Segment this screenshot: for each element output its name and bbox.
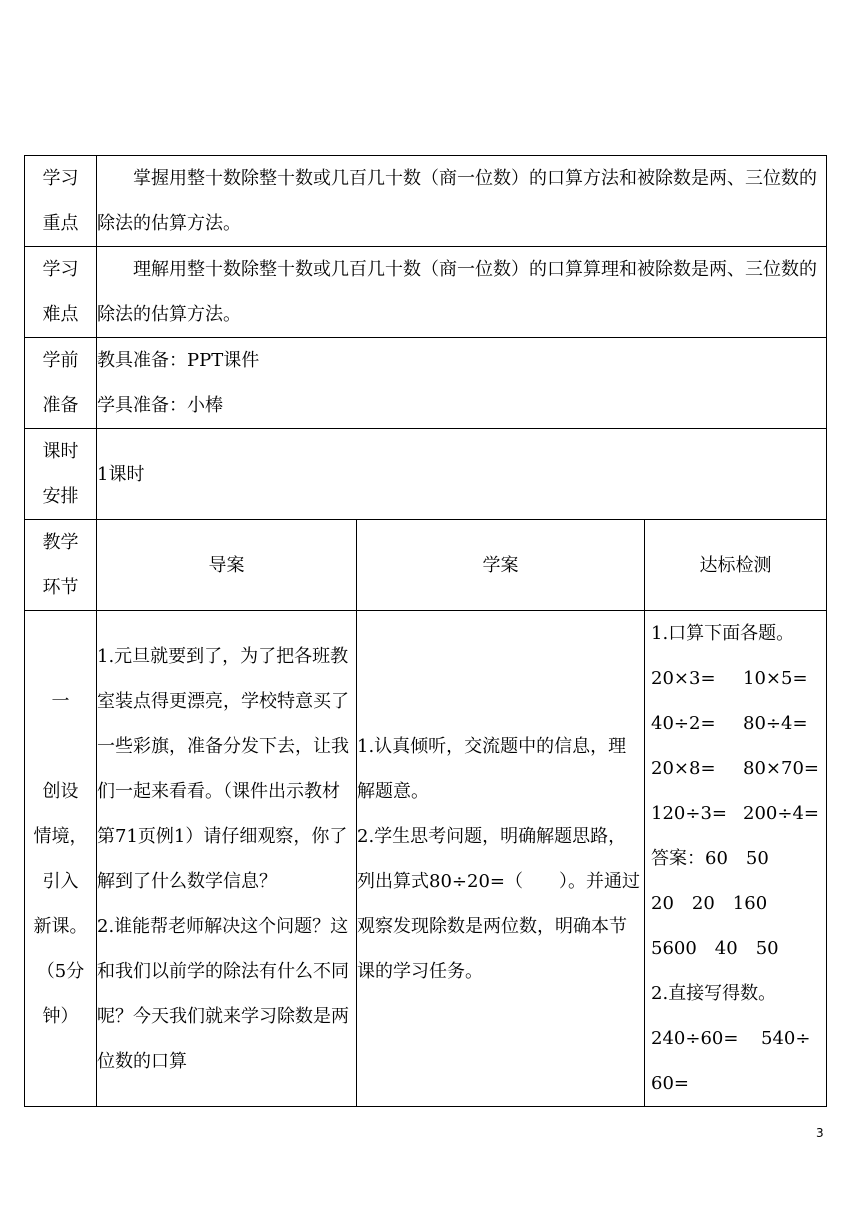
stage-label-line: 一 — [51, 690, 70, 712]
exercise-item: 540÷ — [761, 1028, 811, 1049]
preparation-content — [97, 338, 827, 429]
teacher-prep: 教具准备：PPT课件 — [97, 350, 260, 371]
answers-line: 5600 40 50 — [651, 938, 779, 959]
stage-one-label — [25, 611, 97, 1107]
stage-label-line: （5分 — [36, 960, 85, 982]
stage-label-line: 情境， — [33, 825, 88, 847]
stage-label-line: 引入 — [42, 870, 79, 892]
exercise-item: 120÷3= — [651, 803, 727, 824]
label-line: 学前 — [42, 350, 79, 371]
learning-focus-text — [97, 156, 827, 247]
exercise-item: 80×70= — [743, 758, 819, 779]
row-learning-difficulty — [25, 247, 827, 338]
label-learning-focus — [25, 156, 97, 247]
exercise-item: 40÷2= — [651, 713, 716, 734]
answers-line: 答案：60 50 — [651, 848, 769, 869]
schedule-content — [97, 429, 827, 520]
exercise-item: 200÷4= — [743, 803, 819, 824]
stage-one-guide — [97, 611, 357, 1107]
exercise-2-title: 2.直接写得数。 — [651, 983, 777, 1004]
exercise-2-row — [651, 1016, 824, 1061]
stage-label-line: 钟） — [42, 1005, 79, 1027]
learning-difficulty-text — [97, 247, 827, 338]
row-preparation — [25, 338, 827, 429]
guide-step-1: 1.元旦就要到了，为了把各班教室装点得更漂亮，学校特意买了一些彩旗，准备分发下去，让我们一起来看看。（课件出示教材第71页例1）请仔细观察，你了解到了什么数学信息？ — [97, 645, 349, 892]
schedule-text: 1课时 — [97, 463, 145, 485]
exercise-1-title: 1.口算下面各题。 — [651, 623, 795, 644]
label-preparation — [25, 338, 97, 429]
label-line: 学习 — [42, 168, 79, 189]
exercise-1-row — [651, 746, 824, 791]
stage-label-line: 新课。 — [33, 915, 88, 937]
label-line: 环节 — [42, 577, 79, 598]
answers-line: 20 20 160 — [651, 893, 768, 914]
stage-one-assessment — [645, 611, 827, 1107]
learning-step-2: 2.学生思考问题，明确解题思路，列出算式80÷20=（ ）。并通过观察发现除数是两位数，明确本节课的学习任务。 — [357, 825, 640, 982]
label-line: 准备 — [42, 395, 79, 416]
label-line: 重点 — [42, 213, 79, 234]
exercise-1-row — [651, 656, 824, 701]
guide-step-2: 2.谁能帮老师解决这个问题？这和我们以前学的除法有什么不同呢？今天我们就来学习除数是两位数的口算 — [97, 915, 349, 1072]
exercise-1-row — [651, 701, 824, 746]
header-learning: 学案 — [357, 520, 645, 611]
label-line: 安排 — [42, 486, 79, 507]
label-schedule — [25, 429, 97, 520]
label-learning-difficulty — [25, 247, 97, 338]
exercise-item: 10×5= — [743, 668, 808, 689]
exercise-1-row — [651, 791, 824, 836]
row-stage-one — [25, 611, 827, 1107]
stage-one-learning — [357, 611, 645, 1107]
lesson-plan-table — [24, 155, 827, 1107]
stage-label-line: 创设 — [42, 780, 79, 802]
exercise-item: 240÷60= — [651, 1028, 739, 1049]
learning-step-1: 1.认真倾听，交流题中的信息，理解题意。 — [357, 735, 627, 802]
exercise-item: 20×8= — [651, 758, 716, 779]
student-prep: 学具准备：小棒 — [97, 395, 223, 416]
paragraph: 理解用整十数除整十数或几百几十数（商一位数）的口算算理和被除数是两、三位数的除法的估算方法。 — [97, 259, 817, 325]
row-column-headers — [25, 520, 827, 611]
row-learning-focus — [25, 156, 827, 247]
label-teaching-stage — [25, 520, 97, 611]
paragraph: 掌握用整十数除整十数或几百几十数（商一位数）的口算方法和被除数是两、三位数的除法的估算方法。 — [97, 168, 817, 234]
exercise-item: 80÷4= — [743, 713, 808, 734]
stage-label-spacer — [25, 724, 96, 769]
exercise-item: 20×3= — [651, 668, 716, 689]
label-line: 课时 — [42, 441, 79, 462]
label-line: 难点 — [42, 304, 79, 325]
label-line: 学习 — [42, 259, 79, 280]
header-assessment: 达标检测 — [645, 520, 827, 611]
row-schedule — [25, 429, 827, 520]
label-line: 教学 — [42, 532, 79, 553]
exercise-item: 60= — [651, 1073, 689, 1094]
header-guide: 导案 — [97, 520, 357, 611]
page-number: 3 — [816, 1126, 824, 1140]
